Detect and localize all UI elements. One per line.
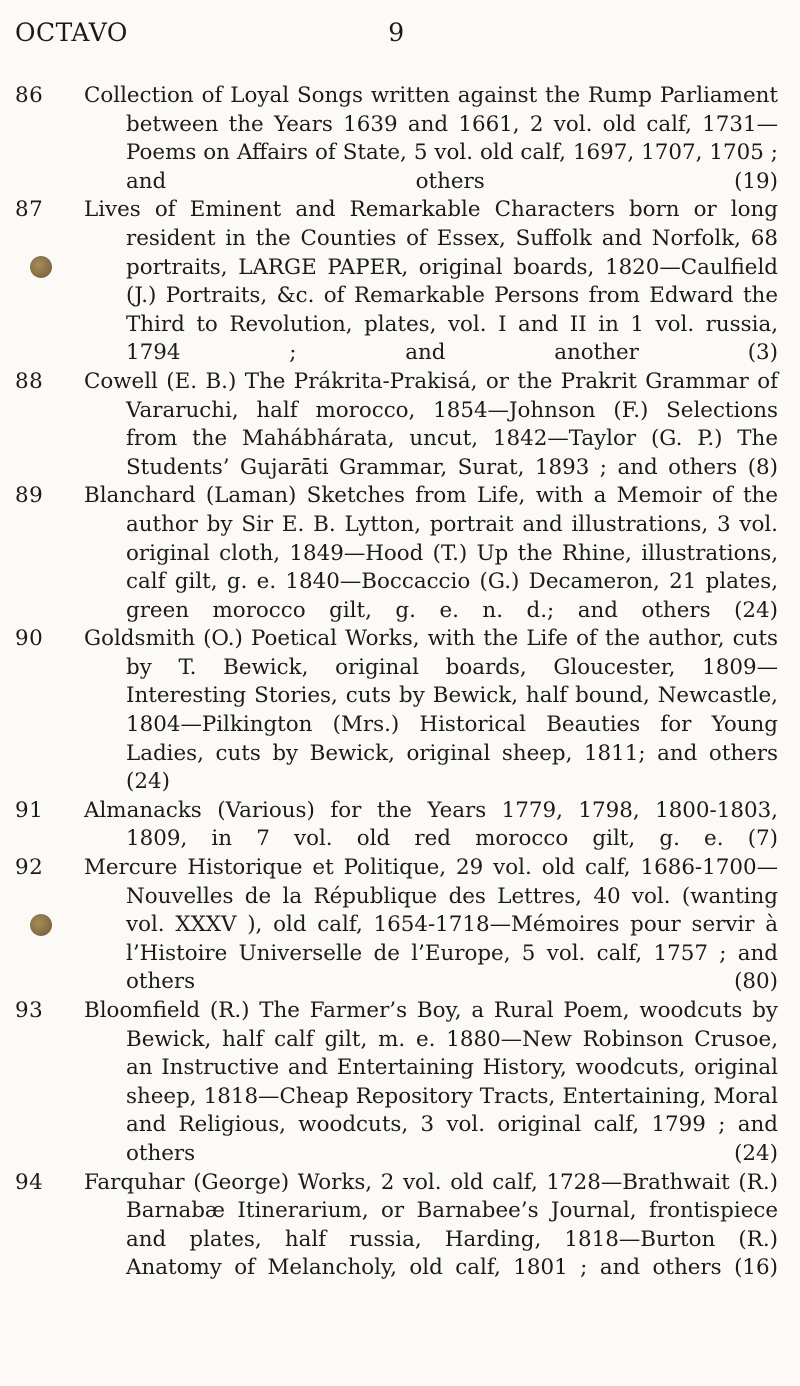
- lot-list: [0, 82, 800, 1283]
- lot-entry: [0, 997, 800, 1169]
- lot-entry: [0, 368, 800, 482]
- page-number: 9: [388, 18, 405, 47]
- lot-entry: [0, 1169, 800, 1283]
- lot-description: Blanchard (Laman) Sketches from Life, with a Memoir of the author by Sir E. B. Lytton, portrait and illustrations, 3 vol. original cloth, 1849—Hood (T.) Up the Rhine, illustrations, calf gilt, g. e. 1840—Boccaccio (G.) Decameron, 21 plates, green morocco gilt, g. e. n. d.; and others (24): [84, 483, 778, 623]
- lot-description: Lives of Eminent and Remarkable Characters born or long resident in the Counties of Essex, Suffolk and Norfolk, 68 portraits, LARGE PAPER, original boards, 1820—Caulfield (J.) Portraits, &c. of Remarkable Persons from Edward the Third to Revolution, plates, vol. I and II in 1 vol. russia, 1794 ; and another (3): [84, 197, 778, 366]
- ink-stain-mark: [30, 914, 52, 936]
- lot-number: 93: [15, 998, 44, 1023]
- section-title: OCTAVO: [15, 18, 128, 47]
- running-head: [15, 10, 778, 50]
- lot-entry: [0, 625, 800, 797]
- lot-number: 87: [15, 197, 44, 223]
- lot-number: 91: [15, 797, 44, 823]
- lot-description: Almanacks (Various) for the Years 1779, 1798, 1800-1803, 1809, in 7 vol. old red morocco gilt, g. e. (7): [84, 797, 778, 852]
- lot-number: 89: [15, 483, 44, 509]
- lot-entry: [0, 797, 800, 854]
- lot-description: Farquhar (George) Works, 2 vol. old calf, 1728—Brathwait (R.) Barnabæ Itinerarium, or Barnabee’s Journal, frontispiece and plates, half russia, Harding, 1818—Burton (R.) Anatomy of Melancholy, old calf, 1801 ; and others (16): [84, 1169, 778, 1281]
- lot-description: Collection of Loyal Songs written against the Rump Parliament between the Years 1639 and 1661, 2 vol. old calf, 1731—Poems on Affairs of State, 5 vol. old calf, 1697, 1707, 1705 ; and others (19): [84, 83, 778, 194]
- lot-number: 92: [15, 855, 44, 881]
- lot-entry: [0, 854, 800, 997]
- lot-entry: [0, 196, 800, 368]
- ink-stain-mark: [30, 256, 52, 278]
- lot-description: Bloomfield (R.) The Farmer’s Boy, a Rural Poem, woodcuts by Bewick, half calf gilt, m. e. 1880—New Robinson Crusoe, an Instructive and Entertaining History, woodcuts, original sheep, 1818—Cheap Repository Tracts, Entertaining, Moral and Religious, woodcuts, 3 vol. original calf, 1799 ; and others (24): [84, 998, 778, 1166]
- lot-description: Cowell (E. B.) The Prákrita-Prakisá, or the Prakrit Grammar of Vararuchi, half morocco, 1854—Johnson (F.) Selections from the Mahábhárata, uncut, 1842—Taylor (G. P.) The Students’ Gujarāti Grammar, Surat, 1893 ; and others (8): [84, 368, 778, 480]
- lot-description: Goldsmith (O.) Poetical Works, with the Life of the author, cuts by T. Bewick, original boards, Gloucester, 1809—Interesting Stories, cuts by Bewick, half bound, Newcastle, 1804—Pilkington (Mrs.) Historical Beauties for Young Ladies, cuts by Bewick, original sheep, 1811; and others (24): [84, 626, 778, 795]
- lot-description: Mercure Historique et Politique, 29 vol. old calf, 1686-1700—Nouvelles de la République des Lettres, 40 vol. (wanting vol. XXXV ), old calf, 1654-1718—Mémoires pour servir à l’Histoire Universelle de l’Europe, 5 vol. calf, 1757 ; and others (80): [84, 855, 778, 995]
- lot-number: 90: [15, 626, 44, 652]
- lot-number: 88: [15, 368, 44, 394]
- lot-number: 94: [15, 1169, 44, 1195]
- lot-entry: [0, 82, 800, 196]
- lot-number: 86: [15, 83, 44, 108]
- lot-entry: [0, 482, 800, 625]
